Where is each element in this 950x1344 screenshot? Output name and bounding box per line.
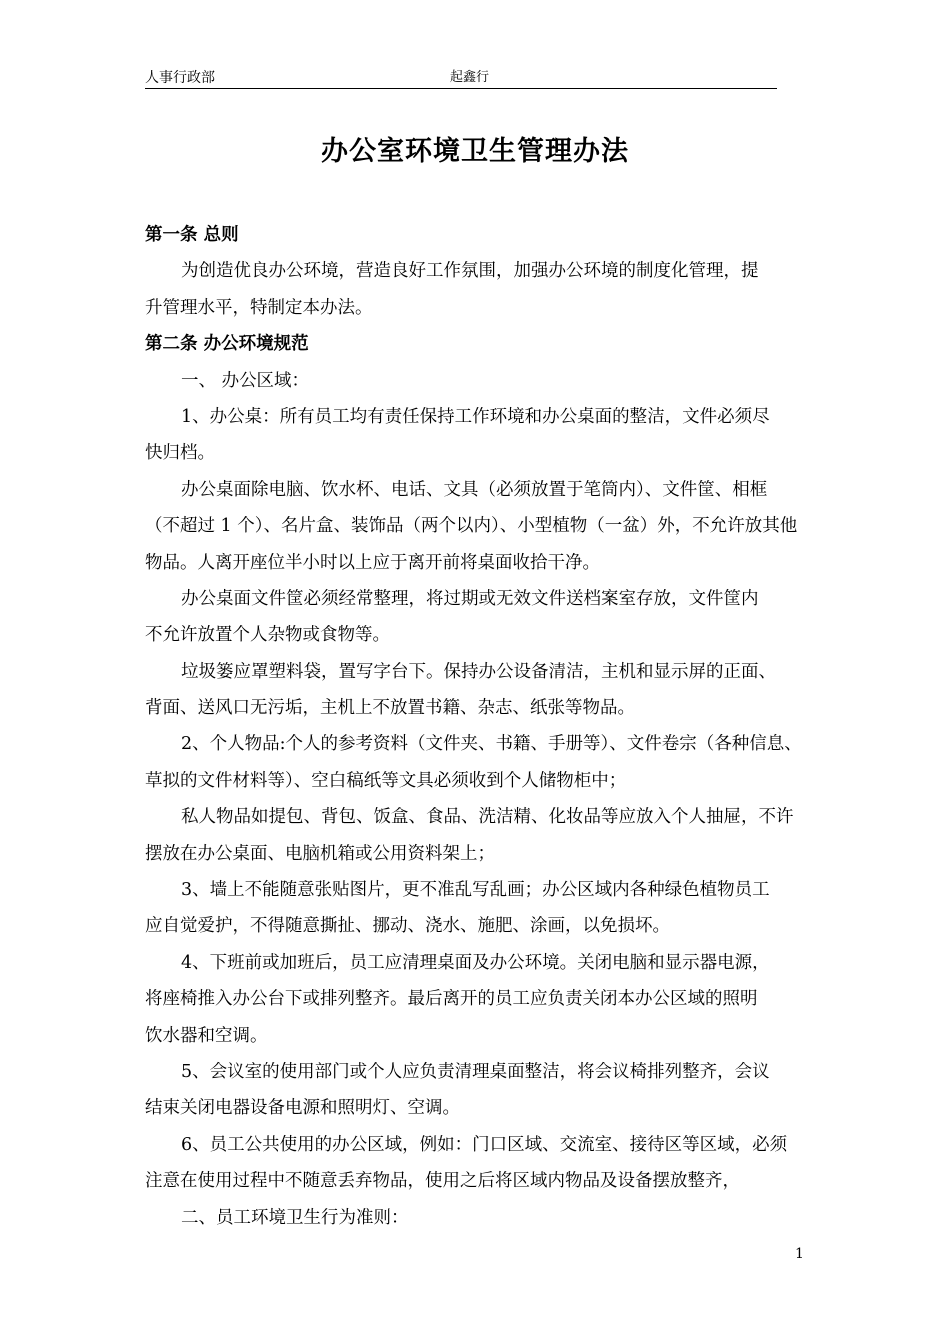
paragraph-line: 办公桌面文件筐必须经常整理，将过期或无效文件送档案室存放，文件筐内 bbox=[181, 588, 759, 609]
paragraph-line: 不允许放置个人杂物或食物等。 bbox=[145, 625, 390, 646]
paragraph-line: 办公桌面除电脑、饮水杯、电话、文具（必须放置于笔筒内）、文件筐、相框 bbox=[181, 479, 768, 500]
paragraph-line: 私人物品如提包、背包、饭盒、食品、洗洁精、化妆品等应放入个人抽屉，不许 bbox=[181, 807, 794, 828]
paragraph-line: 6、员工公共使用的办公区域，例如：门口区域、交流室、接待区等区域，必须 bbox=[181, 1134, 788, 1155]
paragraph-line: 垃圾篓应罩塑料袋，置写字台下。保持办公设备清洁，主机和显示屏的正面、 bbox=[181, 661, 776, 682]
paragraph-line: 升管理水平，特制定本办法。 bbox=[145, 297, 373, 318]
paragraph-line: 二、员工环境卫生行为准则： bbox=[181, 1207, 409, 1228]
document-body bbox=[145, 217, 809, 1236]
paragraph-line: 草拟的文件材料等）、空白稿纸等文具必须收到个人储物柜中； bbox=[145, 770, 627, 791]
paragraph-line: 摆放在办公桌面、电脑机箱或公用资料架上； bbox=[145, 843, 495, 864]
section-heading: 第二条 办公环境规范 bbox=[145, 334, 309, 355]
paragraph-line: 为创造优良办公环境，营造良好工作氛围，加强办公环境的制度化管理，提 bbox=[181, 261, 759, 282]
paragraph-line: 背面、送风口无污垢，主机上不放置书籍、杂志、纸张等物品。 bbox=[145, 698, 635, 719]
paragraph-line: 一、 办公区域： bbox=[181, 370, 310, 391]
page-number: 1 bbox=[795, 1246, 804, 1262]
page-header bbox=[145, 68, 777, 89]
paragraph-line: 饮水器和空调。 bbox=[145, 1025, 268, 1046]
paragraph-line: 将座椅推入办公台下或排列整齐。最后离开的员工应负责关闭本办公区域的照明 bbox=[145, 989, 758, 1010]
paragraph-line: 5、会议室的使用部门或个人应负责清理桌面整洁，将会议椅排列整齐，会议 bbox=[181, 1061, 770, 1082]
header-department: 人事行政部 bbox=[145, 70, 215, 86]
paragraph-line: 结束关闭电器设备电源和照明灯、空调。 bbox=[145, 1098, 460, 1119]
paragraph-line: 快归档。 bbox=[145, 443, 215, 464]
header-company: 起鑫行 bbox=[450, 70, 490, 85]
paragraph-line: 应自觉爱护，不得随意撕扯、挪动、浇水、施肥、涂画，以免损坏。 bbox=[145, 916, 670, 937]
paragraph-line: 2、个人物品:个人的参考资料（文件夹、书籍、手册等）、文件卷宗（各种信息、 bbox=[181, 734, 802, 755]
paragraph-line: 1、办公桌：所有员工均有责任保持工作环境和办公桌面的整洁，文件必须尽 bbox=[181, 406, 770, 427]
document-title: 办公室环境卫生管理办法 bbox=[321, 136, 629, 167]
paragraph-line: 物品。人离开座位半小时以上应于离开前将桌面收拾干净。 bbox=[145, 552, 600, 573]
section-heading: 第一条 总则 bbox=[145, 225, 239, 245]
paragraph-line: 3、墙上不能随意张贴图片，更不准乱写乱画；办公区域内各种绿色植物员工 bbox=[181, 880, 770, 901]
paragraph-line: 4、下班前或加班后，员工应清理桌面及办公环境。关闭电脑和显示器电源， bbox=[181, 952, 770, 973]
paragraph-line: （不超过 1 个）、名片盒、装饰品（两个以内）、小型植物（一盆）外，不允许放其他 bbox=[145, 516, 798, 537]
paragraph-line: 注意在使用过程中不随意丢弃物品，使用之后将区域内物品及设备摆放整齐， bbox=[145, 1171, 740, 1192]
